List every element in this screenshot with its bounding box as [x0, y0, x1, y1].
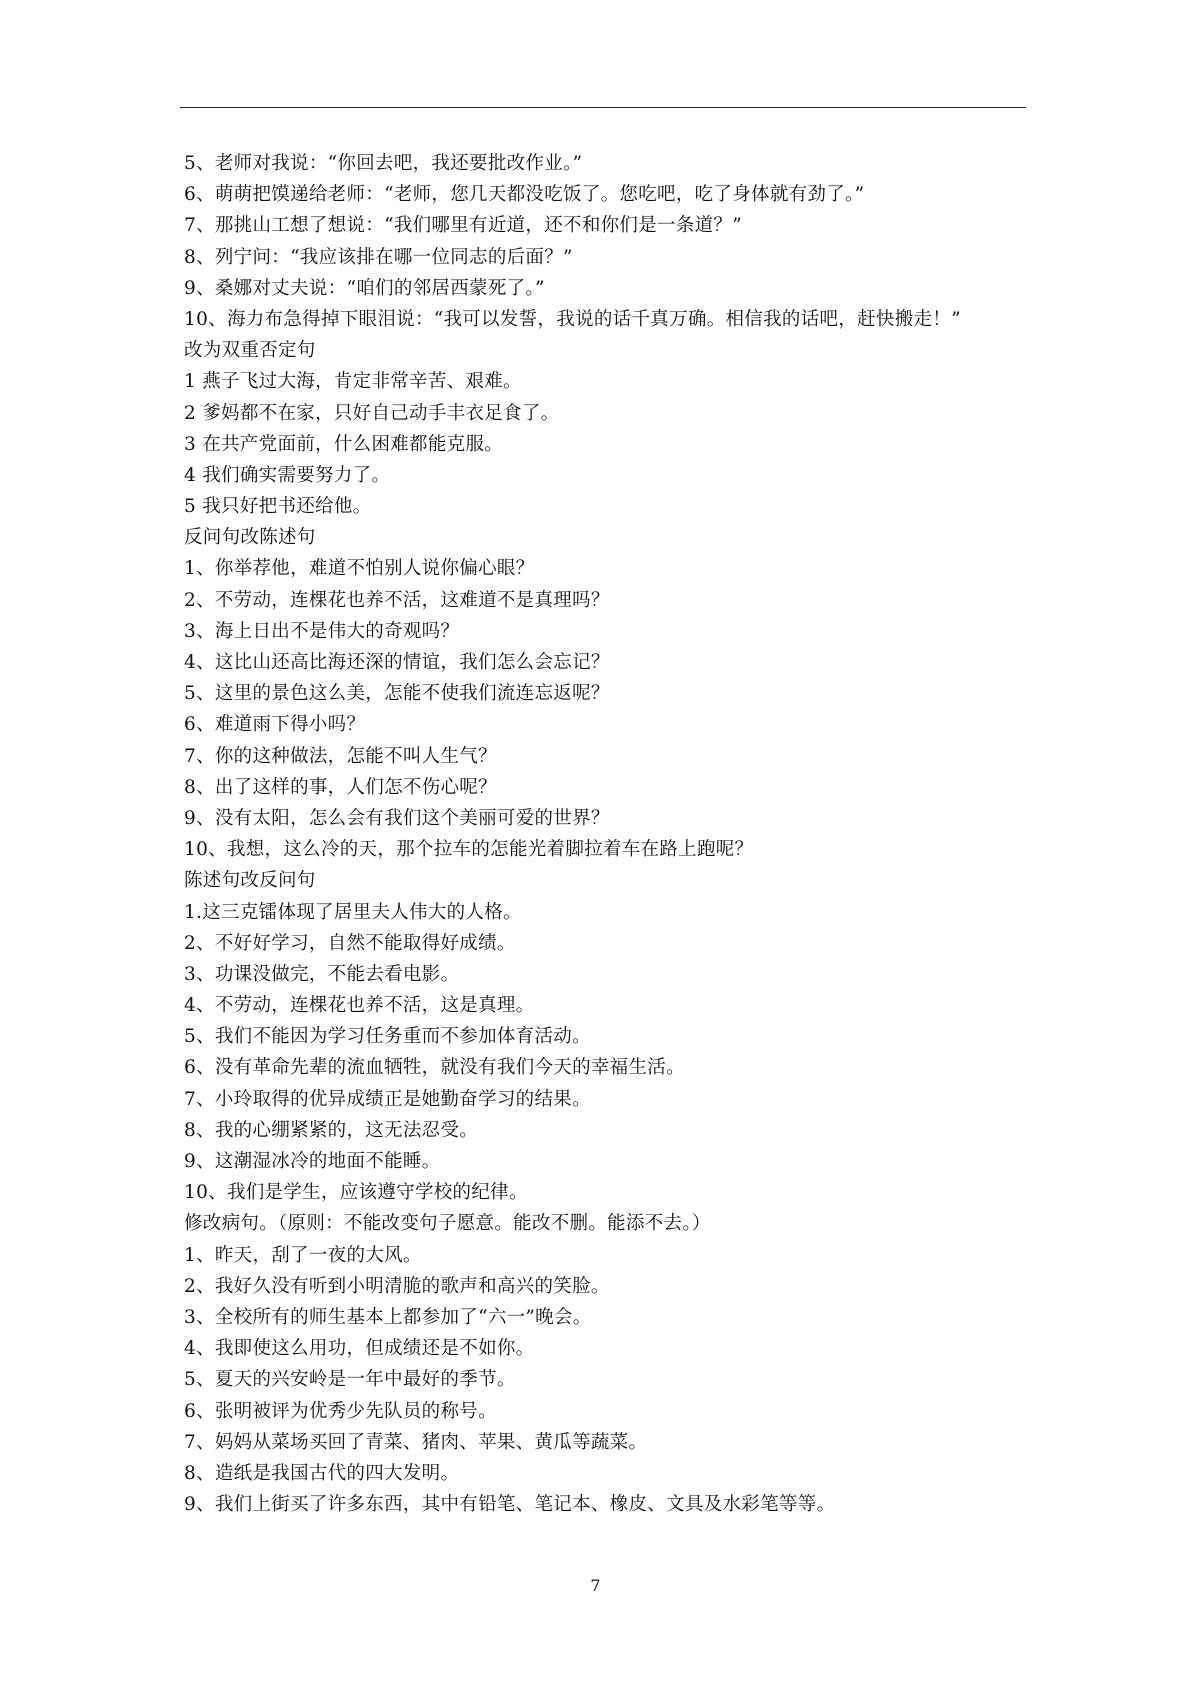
text-line: 9、桑娜对丈夫说：“咱们的邻居西蒙死了。” — [184, 277, 545, 299]
document-body — [184, 148, 1064, 1520]
text-line: 7、你的这种做法，怎能不叫人生气？ — [184, 745, 497, 767]
text-line: 9、没有太阳，怎么会有我们这个美丽可爱的世界？ — [184, 807, 610, 829]
text-line: 6、张明被评为优秀少先队员的称号。 — [184, 1400, 497, 1422]
text-line: 3、海上日出不是伟大的奇观吗？ — [184, 620, 460, 642]
text-line: 5、老师对我说：“你回去吧，我还要批改作业。” — [184, 153, 583, 174]
text-line: 6、萌萌把馍递给老师：“老师，您几天都没吃饭了。您吃吧，吃了身体就有劲了。” — [184, 184, 865, 206]
text-line: 4、我即使这么用功，但成绩还是不如你。 — [184, 1338, 535, 1360]
text-line: 6、没有革命先辈的流血牺牲，就没有我们今天的幸福生活。 — [184, 1057, 685, 1079]
text-line: 3、功课没做完，不能去看电影。 — [184, 963, 460, 985]
text-line: 8、出了这样的事，人们怎不伤心呢？ — [184, 776, 497, 798]
text-line: 9、我们上街买了许多东西，其中有铅笔、笔记本、橡皮、文具及水彩笔等等。 — [184, 1494, 836, 1516]
text-line: 9、这潮湿冰冷的地面不能睡。 — [184, 1151, 441, 1172]
text-line: 4 我们确实需要努力了。 — [184, 464, 391, 486]
text-line: 8、我的心绷紧紧的，这无法忍受。 — [184, 1119, 479, 1141]
text-line: 7、小玲取得的优异成绩正是她勤奋学习的结果。 — [184, 1088, 591, 1110]
text-line: 8、造纸是我国古代的四大发明。 — [184, 1462, 460, 1484]
text-line: 3、全校所有的师生基本上都参加了“六一”晚会。 — [184, 1306, 592, 1328]
text-line: 6、难道雨下得小吗？ — [184, 714, 366, 736]
text-line: 2、不好好学习，自然不能取得好成绩。 — [184, 932, 516, 954]
text-line: 2、不劳动，连棵花也养不活，这难道不是真理吗？ — [184, 589, 610, 611]
text-line: 2 爹妈都不在家，只好自己动手丰衣足食了。 — [184, 402, 560, 424]
section-heading: 改为双重否定句 — [184, 340, 316, 362]
text-line: 10、海力布急得掉下眼泪说：“我可以发誓，我说的话千真万确。相信我的话吧，赶快搬走！” — [184, 308, 961, 330]
text-line: 7、那挑山工想了想说：“我们哪里有近道，还不和你们是一条道？” — [184, 215, 742, 237]
text-line: 5、我们不能因为学习任务重而不参加体育活动。 — [184, 1026, 591, 1048]
text-line: 1、你举荐他，难道不怕别人说你偏心眼？ — [184, 558, 535, 580]
text-line: 1.这三克镭体现了居里夫人伟大的人格。 — [184, 901, 522, 923]
header-rule — [180, 107, 1026, 108]
text-line: 3 在共产党面前，什么困难都能克服。 — [184, 433, 504, 455]
text-line: 10、我们是学生，应该遵守学校的纪律。 — [184, 1182, 528, 1204]
section-heading: 反问句改陈述句 — [184, 527, 316, 549]
text-line: 10、我想，这么冷的天，那个拉车的怎能光着脚拉着车在路上跑呢？ — [184, 839, 754, 861]
section-heading: 修改病句。（原则：不能改变句子愿意。能改不删。能添不去。） — [184, 1213, 711, 1235]
text-line: 5、夏天的兴安岭是一年中最好的季节。 — [184, 1369, 516, 1391]
text-line: 1 燕子飞过大海，肯定非常辛苦、艰难。 — [184, 371, 522, 393]
text-line: 5、这里的景色这么美，怎能不使我们流连忘返呢？ — [184, 683, 610, 705]
text-line: 2、我好久没有听到小明清脆的歌声和高兴的笑脸。 — [184, 1275, 610, 1297]
text-line: 7、妈妈从菜场买回了青菜、猪肉、苹果、黄瓜等蔬菜。 — [184, 1431, 648, 1453]
page-number: 7 — [590, 1576, 601, 1595]
text-line: 4、不劳动，连棵花也养不活，这是真理。 — [184, 995, 535, 1017]
text-line: 1、昨天，刮了一夜的大风。 — [184, 1244, 422, 1266]
section-heading: 陈述句改反问句 — [184, 870, 316, 892]
text-line: 4、这比山还高比海还深的情谊，我们怎么会忘记？ — [184, 652, 610, 673]
text-line: 8、列宁问：“我应该排在哪一位同志的后面？” — [184, 246, 573, 268]
text-line: 5 我只好把书还给他。 — [184, 496, 372, 518]
